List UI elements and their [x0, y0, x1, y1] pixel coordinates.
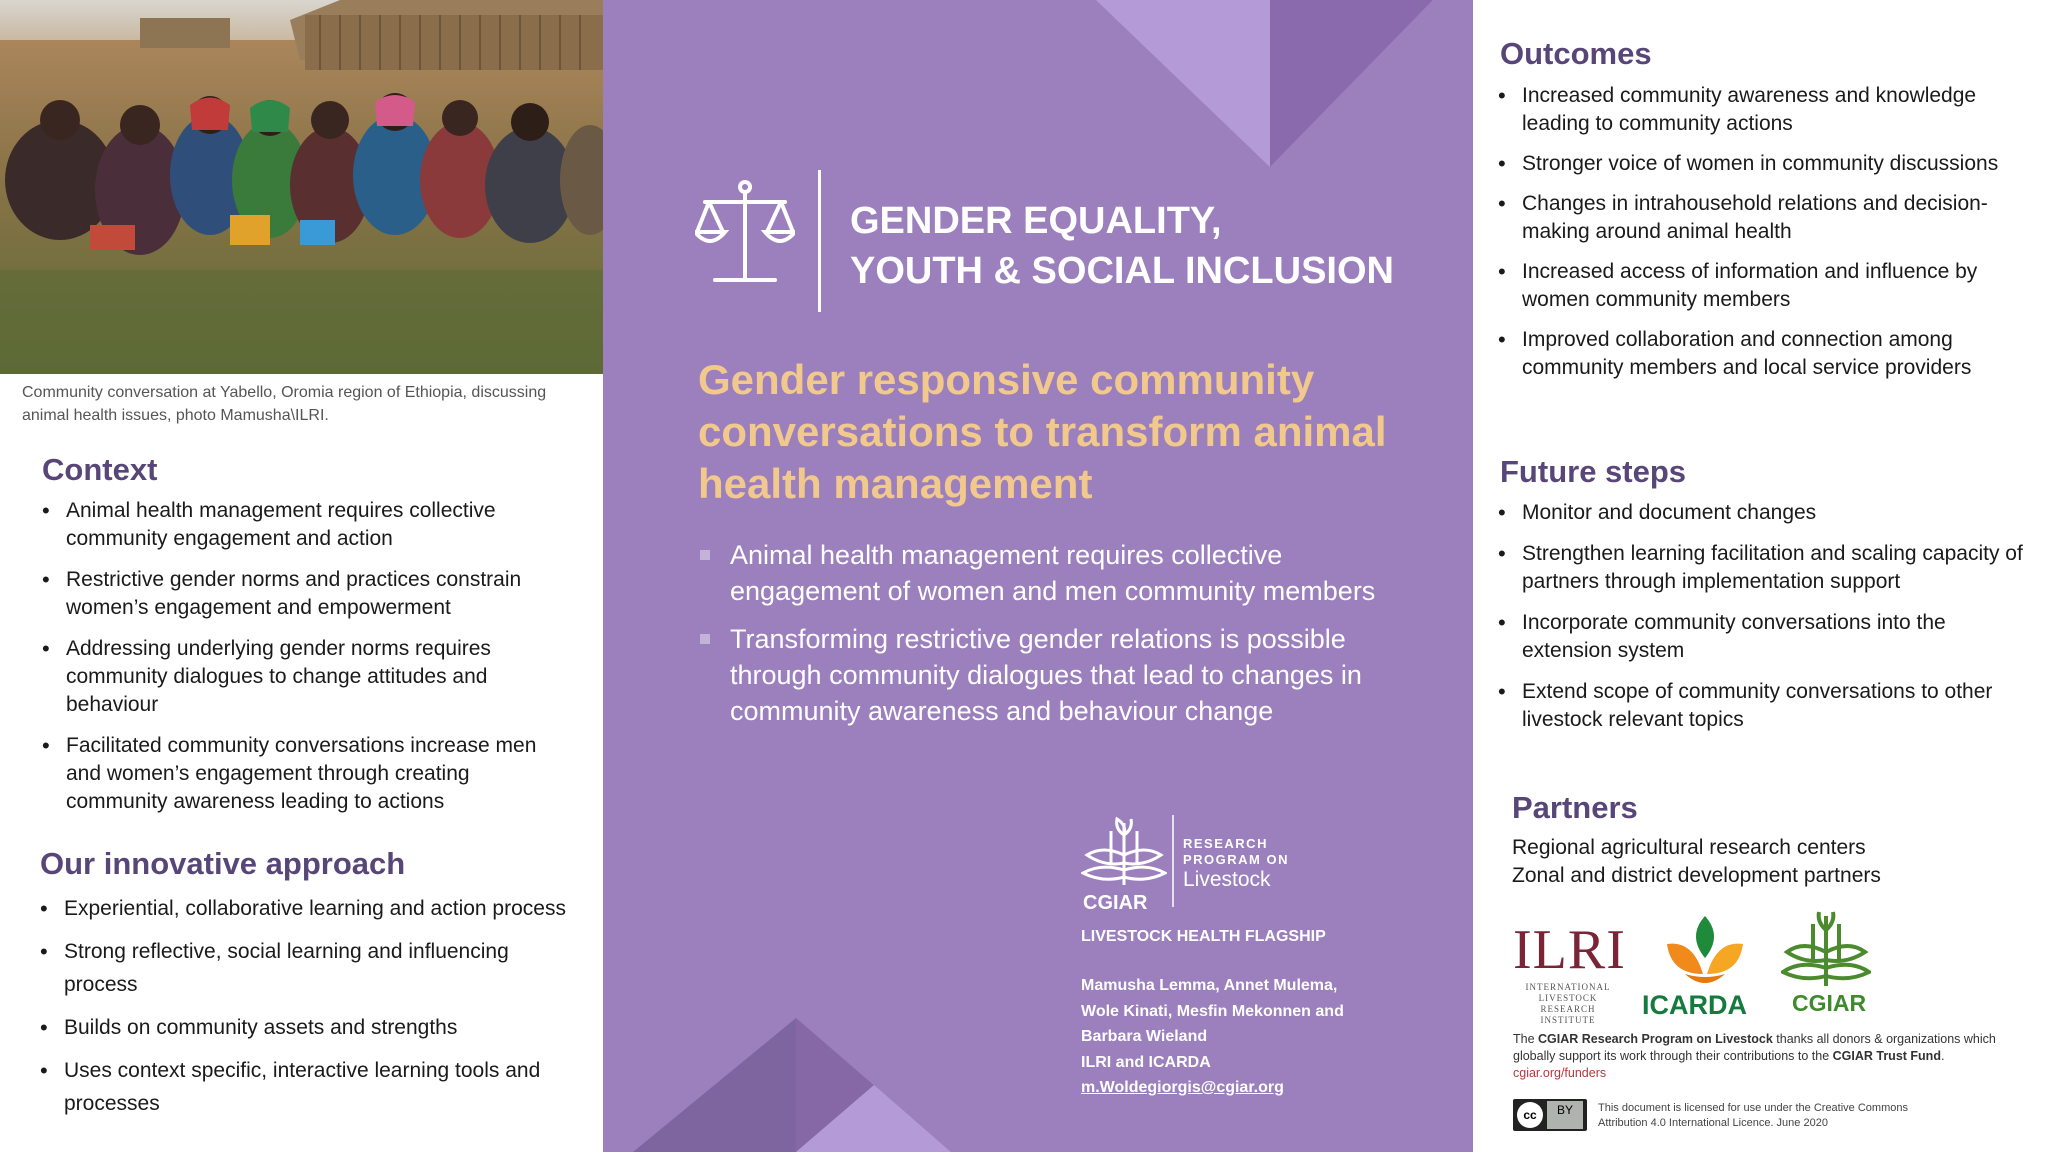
partner-line: Regional agricultural research centers: [1512, 836, 1866, 859]
list-item: • Facilitated community conversations increase men and women’s engagement through creating community awareness leading to actions: [40, 732, 570, 816]
funders-link[interactable]: cgiar.org/funders: [1513, 1066, 1607, 1080]
authors-line: Mamusha Lemma, Annet Mulema,: [1081, 977, 1338, 994]
theme-banner: [850, 196, 1394, 296]
thanks-text: The: [1513, 1032, 1539, 1046]
approach-heading: Our innovative approach: [40, 846, 406, 881]
ilri-logo: ILRI: [1513, 919, 1626, 981]
cc-icon: cc: [1517, 1102, 1543, 1128]
contact-email-link[interactable]: m.Woldegiorgis@cgiar.org: [1081, 1079, 1284, 1096]
list-item: • Increased access of information and influence by women community members: [1496, 258, 2026, 314]
list-item: • Stronger voice of women in community discussions: [1496, 150, 2026, 178]
list-item: • Incorporate community conversations into the extension system: [1496, 609, 2026, 665]
logo-divider: [1172, 815, 1174, 907]
list-item: • Restrictive gender norms and practices constrain women’s engagement and empowerment: [40, 566, 570, 622]
list-item: • Strengthen learning facilitation and scaling capacity of partners through implementation support: [1496, 540, 2026, 596]
banner-divider: [818, 170, 821, 312]
list-item: • Monitor and document changes: [1496, 499, 2026, 527]
outcomes-list: [1496, 82, 2026, 394]
license-text: This document is licensed for use under the Creative Commons Attribution 4.0 International Licence. June 2020: [1598, 1102, 1908, 1129]
authors-line: Barbara Wieland: [1081, 1028, 1208, 1045]
key-point: Transforming restrictive gender relations is possible through community dialogues that lead to changes in community awareness and behaviour change: [698, 621, 1378, 729]
list-item: • Extend scope of community conversations to other livestock relevant topics: [1496, 678, 2026, 734]
context-list: [40, 497, 570, 829]
balance-scale-icon: [695, 180, 795, 288]
by-icon: BY: [1547, 1101, 1583, 1129]
list-item: • Improved collaboration and connection among community members and local service providers: [1496, 326, 2026, 382]
program-name: Livestock: [1183, 868, 1271, 891]
cgiar-wheat-icon: [1081, 815, 1167, 891]
left-column: [0, 0, 603, 1152]
list-item: • Increased community awareness and knowledge leading to community actions: [1496, 82, 2026, 138]
center-panel: [603, 0, 1473, 1152]
thanks-bold: CGIAR Research Program on Livestock: [1538, 1032, 1773, 1046]
partners-heading: Partners: [1512, 790, 1638, 825]
list-item: • Animal health management requires collective community engagement and action: [40, 497, 570, 553]
list-item: • Strong reflective, social learning and influencing process: [38, 935, 578, 1001]
list-item: • Experiential, collaborative learning and action process: [38, 892, 578, 925]
key-point: Animal health management requires collective engagement of women and men community members: [698, 537, 1378, 609]
poster-title: Gender responsive community conversations to transform animal health management: [698, 356, 1387, 507]
program-label: RESEARCH: [1183, 836, 1268, 851]
thanks-text: thanks all donors & organizations which globally support its work through their contributions to the: [1513, 1032, 1996, 1063]
program-label: PROGRAM ON: [1183, 852, 1289, 867]
banner-line: GENDER EQUALITY,: [850, 200, 1222, 242]
acknowledgement-text: [1513, 1031, 2013, 1082]
authors-block: [1081, 973, 1344, 1101]
cgiar-wordmark: CGIAR: [1792, 990, 1867, 1016]
photo-illustration: [0, 0, 603, 374]
key-points-list: [698, 537, 1378, 741]
thanks-bold: CGIAR Trust Fund: [1832, 1049, 1941, 1063]
list-item: • Uses context specific, interactive learning tools and processes: [38, 1054, 578, 1120]
list-item: • Builds on community assets and strengths: [38, 1011, 578, 1044]
outcomes-heading: Outcomes: [1500, 36, 1652, 71]
photo-caption: Community conversation at Yabello, Oromia region of Ethiopia, discussing animal health issues, photo Mamusha\ILRI.: [22, 384, 547, 424]
affiliation: ILRI and ICARDA: [1081, 1053, 1211, 1071]
banner-line: YOUTH & SOCIAL INCLUSION: [850, 250, 1394, 292]
authors-line: Wole Kinati, Mesfin Mekonnen and: [1081, 1002, 1344, 1020]
list-item: • Addressing underlying gender norms requires community dialogues to change attitudes and behaviour: [40, 635, 570, 719]
future-steps-heading: Future steps: [1500, 454, 1687, 489]
future-steps-list: [1496, 499, 2026, 747]
cgiar-wordmark: CGIAR: [1083, 892, 1148, 914]
flagship-label: LIVESTOCK HEALTH FLAGSHIP: [1081, 928, 1326, 945]
cc-by-license-badge: [1513, 1099, 1587, 1131]
ilri-subtitle: INTERNATIONAL LIVESTOCK RESEARCH INSTITUTE: [1525, 982, 1611, 1025]
icarda-wordmark: ICARDA: [1642, 990, 1747, 1020]
icarda-leaf-icon: [1663, 914, 1747, 992]
community-conversation-photo: [0, 0, 603, 374]
approach-list: [38, 892, 578, 1130]
cgiar-wheat-icon: [1781, 910, 1871, 990]
context-heading: Context: [42, 452, 158, 487]
thanks-text: .: [1940, 1049, 1945, 1063]
partners-text: [1512, 834, 1881, 890]
right-column: [1473, 0, 2048, 1152]
partner-line: Zonal and district development partners: [1512, 864, 1881, 887]
list-item: • Changes in intrahousehold relations and decision-making around animal health: [1496, 190, 2026, 246]
